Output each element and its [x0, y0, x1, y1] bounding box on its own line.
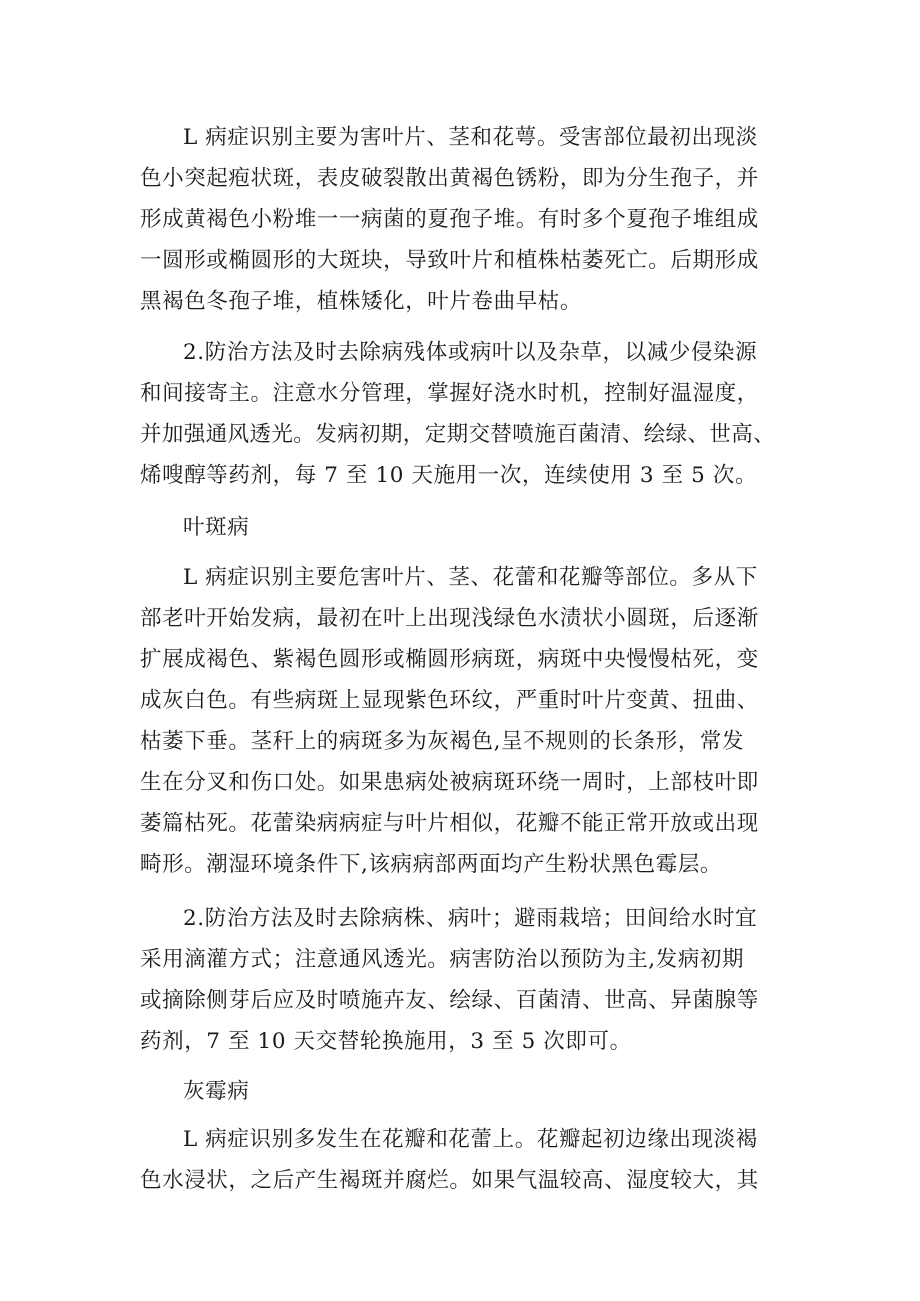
text-line: L 病症识别多发生在花瓣和花蕾上。花瓣起初边缘出现淡褐 — [183, 1127, 758, 1152]
text-line: 成灰白色。有些病斑上显现紫色环纹，严重时叶片变黄、扭曲、 — [140, 688, 759, 713]
text-line: 畸形。潮湿环境条件下,该病病部两面均产生粉状黑色霉层。 — [140, 852, 723, 877]
gray-mold-symptom-paragraph — [140, 1119, 780, 1201]
text-line: 2.防治方法及时去除病残体或病叶以及杂草，以减少侵染源 — [183, 340, 758, 365]
text-line: 2.防治方法及时去除病株、病叶；避雨栽培；田间给水时宜 — [183, 906, 758, 931]
text-line: 烯嗖醇等药剂，每 7 至 10 天施用一次，连续使用 3 至 5 次。 — [140, 463, 758, 488]
text-line: 采用滴灌方式；注意通风透光。病害防治以预防为主,发病初期 — [140, 947, 745, 972]
text-line: 药剂，7 至 10 天交替轮换施用，3 至 5 次即可。 — [140, 1029, 632, 1054]
text-line: 枯萎下垂。茎秆上的病斑多为灰褐色,呈不规则的长条形，常发 — [140, 729, 745, 754]
rust-symptom-paragraph — [140, 117, 780, 322]
text-line: 黑褐色冬孢子堆，植株矮化，叶片卷曲早枯。 — [140, 289, 583, 314]
text-line: 并加强通风透光。发病初期，定期交替喷施百菌清、绘绿、世高、 — [140, 422, 776, 447]
text-line: 扩展成褐色、紫褐色圆形或椭圆形病斑，病斑中央慢慢枯死，变 — [140, 647, 759, 672]
text-line: L 病症识别主要为害叶片、茎和花萼。受害部位最初出现淡 — [183, 125, 758, 150]
text-line: 色水浸状，之后产生褐斑并腐烂。如果气温较高、湿度较大，其 — [140, 1168, 759, 1193]
text-line: 萎篇枯死。花蕾染病病症与叶片相似，花瓣不能正常开放或出现 — [140, 811, 759, 836]
text-line: 部老叶开始发病，最初在叶上出现浅绿色水渍状小圆斑，后逐渐 — [140, 606, 759, 631]
text-line: 或摘除侧芽后应及时喷施卉友、绘绿、百菌清、世高、异菌腺等 — [140, 988, 759, 1013]
text-line: 一圆形或椭圆形的大斑块，导致叶片和植株枯萎死亡。后期形成 — [140, 248, 759, 273]
text-line: 色小突起疱状斑，表皮破裂散出黄褐色锈粉，即为分生孢子，并 — [140, 166, 759, 191]
text-line: 形成黄褐色小粉堆一一病菌的夏孢子堆。有时多个夏孢子堆组成 — [140, 207, 759, 232]
section-heading-gray-mold: 灰霉病 — [183, 1079, 250, 1104]
leaf-spot-symptom-paragraph — [140, 557, 780, 885]
text-line: L 病症识别主要危害叶片、茎、花蕾和花瓣等部位。多从下 — [183, 565, 758, 590]
section-heading-leaf-spot: 叶斑病 — [183, 515, 250, 540]
rust-control-paragraph — [140, 332, 780, 496]
text-line: 生在分叉和伤口处。如果患病处被病斑环绕一周时，上部枝叶即 — [140, 770, 759, 795]
text-line: 和间接寄主。注意水分管理，掌握好浇水时机，控制好温湿度， — [140, 381, 759, 406]
leaf-spot-control-paragraph — [140, 898, 780, 1062]
